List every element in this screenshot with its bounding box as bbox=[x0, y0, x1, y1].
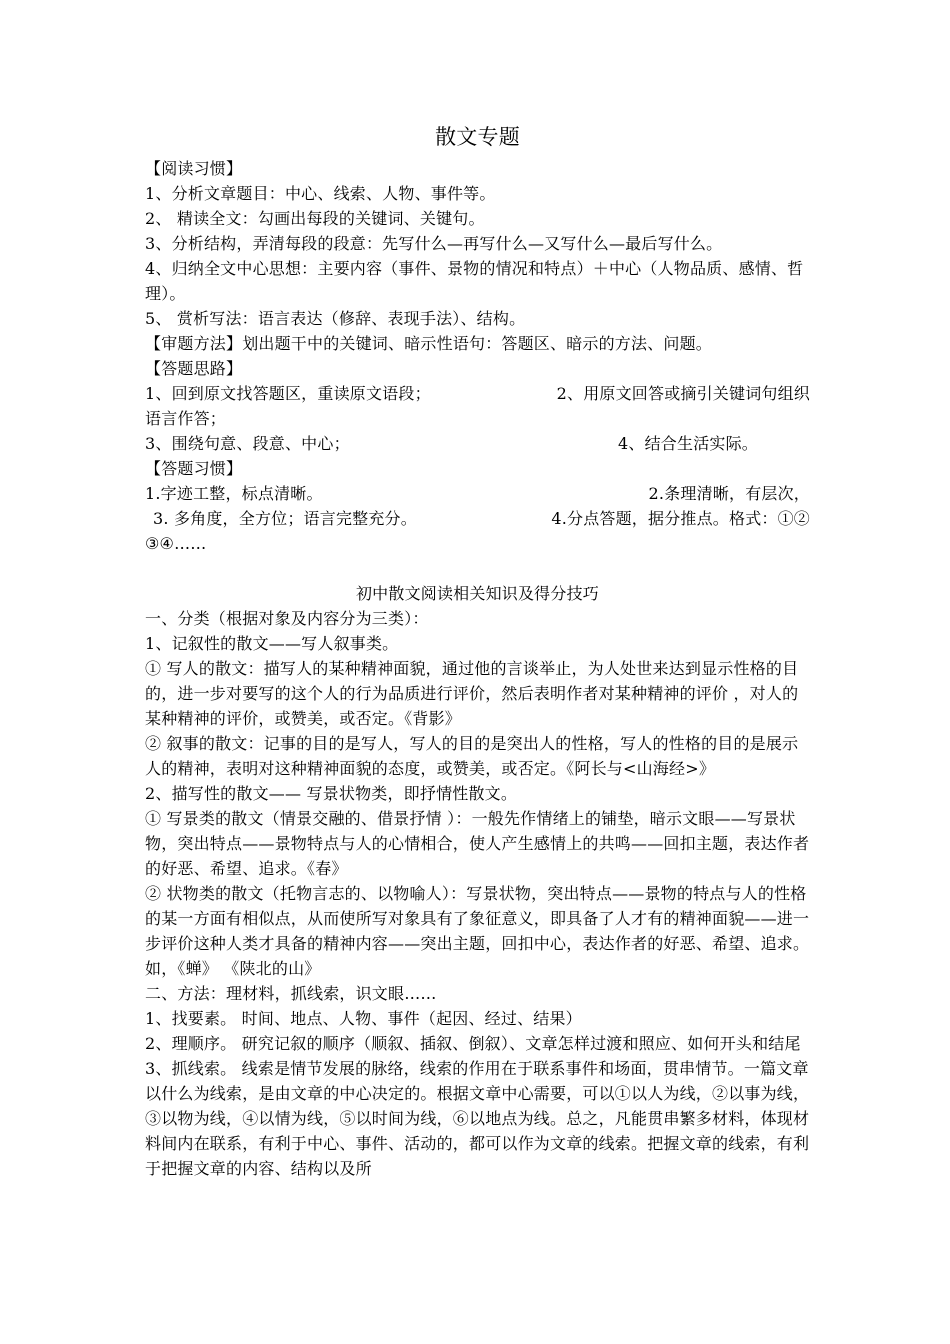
answer-habit-continuation: ③④…… bbox=[145, 534, 207, 553]
method-text: 划出题干中的关键词、暗示性语句：答题区、暗示的方法、问题。 bbox=[242, 334, 713, 353]
method-heading: 【审题方法】 bbox=[145, 334, 243, 353]
section-paragraph: ① 写人的散文：描写人的某种精神面貌，通过他的言谈举止，为人处世来达到显示性格的目的，进一步对要写的这个人的行为品质进行评价，然后表明作者对某种精神的评价 ，对人的某种精神的评价，或赞美，或否定。《背影》 bbox=[145, 659, 799, 728]
section-paragraph: 1、找要素。 时间、地点、人物、事件（起因、经过、结果） bbox=[145, 1009, 582, 1028]
section-paragraph: ② 状物类的散文（托物言志的、以物喻人）：写景状物，突出特点——景物的特点与人的性格的某一方面有相似点，从而使所写对象具有了象征意义，即具备了人才有的精神面貌——进一步评价这种人类才具备的精神内容——突出主题，回扣中心，表达作者的好恶、希望、追求。如，《蝉》 《陕北的山》 bbox=[145, 884, 810, 978]
section-paragraph: 2、理顺序。 研究记叙的顺序（顺叙、插叙、倒叙）、文章怎样过渡和照应、如何开头和结尾 bbox=[145, 1034, 801, 1053]
method-line bbox=[145, 331, 810, 356]
answer-approach-item: 4、结合生活实际。 bbox=[618, 434, 758, 453]
answer-habit-row bbox=[145, 481, 810, 506]
answer-habit-item: 1.字迹工整，标点清晰。 bbox=[145, 484, 323, 503]
answer-approach-item: 2、用原文回答或摘引关键词句组织 bbox=[556, 384, 810, 403]
answer-habit-heading: 【答题习惯】 bbox=[145, 459, 243, 478]
answer-habit-row bbox=[145, 506, 810, 531]
section-paragraph: 3、抓线索。 线索是情节发展的脉络，线索的作用在于联系事件和场面，贯串情节。一篇文章以什么为线索，是由文章的中心决定的。根据文章中心需要，可以①以人为线，②以事为线，③以物为线，④以情为线，⑤以时间为线，⑥以地点为线。总之，凡能贯串繁多材料，体现材料间内在联系，有利于中心、事件、活动的，都可以作为文章的线索。把握文章的线索，有利于把握文章的内容、结构以及所 bbox=[145, 1059, 810, 1178]
section-title: 初中散文阅读相关知识及得分技巧 bbox=[355, 584, 599, 603]
reading-habit-item: 2、 精读全文：勾画出每段的关键词、关键句。 bbox=[145, 209, 485, 228]
reading-habit-heading: 【阅读习惯】 bbox=[145, 159, 243, 178]
answer-habit-item: 3. 多角度，全方位；语言完整充分。 bbox=[153, 509, 417, 528]
reading-habit-item: 3、分析结构，弄清每段的段意：先写什么—再写什么—又写什么—最后写什么。 bbox=[145, 234, 723, 253]
section-paragraph: 二、方法：理材料，抓线索，识文眼…… bbox=[145, 984, 437, 1003]
reading-habit-item: 4、归纳全文中心思想：主要内容（事件、景物的情况和特点）＋中心（人物品质、感情、哲理）。 bbox=[145, 259, 804, 303]
section-paragraph: ② 叙事的散文：记事的目的是写人，写人的目的是突出人的性格，写人的性格的目的是展示人的精神，表明对这种精神面貌的态度，或赞美，或否定。《阿长与<山海经>》 bbox=[145, 734, 799, 778]
answer-approach-item: 3、围绕句意、段意、中心； bbox=[145, 434, 350, 453]
document-title: 散文专题 bbox=[435, 125, 520, 149]
reading-habit-item: 5、 赏析写法：语言表达（修辞、表现手法）、结构。 bbox=[145, 309, 526, 328]
answer-habit-item: 4.分点答题，据分推点。格式：①② bbox=[551, 509, 810, 528]
section-paragraph: 1、记叙性的散文——写人叙事类。 bbox=[145, 634, 399, 653]
section-paragraph: 一、分类（根据对象及内容分为三类）： bbox=[145, 609, 429, 628]
answer-approach-item: 1、回到原文找答题区，重读原文语段； bbox=[145, 384, 431, 403]
section-paragraph: ① 写景类的散文（情景交融的、借景抒情 ）：一般先作情绪上的铺垫，暗示文眼——写景状物，突出特点——景物特点与人的心情相合，使人产生感情上的共鸣——回扣主题，表达作者的好恶、希望、追求。《春》 bbox=[145, 809, 810, 878]
document-page bbox=[145, 118, 810, 1181]
answer-approach-row bbox=[145, 431, 810, 456]
answer-approach-row bbox=[145, 381, 810, 406]
answer-approach-heading: 【答题思路】 bbox=[145, 359, 243, 378]
section-spacer bbox=[145, 556, 810, 581]
section-paragraph: 2、描写性的散文—— 写景状物类，即抒情性散文。 bbox=[145, 784, 518, 803]
answer-approach-continuation: 语言作答； bbox=[145, 409, 227, 428]
answer-habit-item: 2.条理清晰，有层次， bbox=[648, 484, 810, 503]
reading-habit-item: 1、分析文章题目：中心、线索、人物、事件等。 bbox=[145, 184, 496, 203]
